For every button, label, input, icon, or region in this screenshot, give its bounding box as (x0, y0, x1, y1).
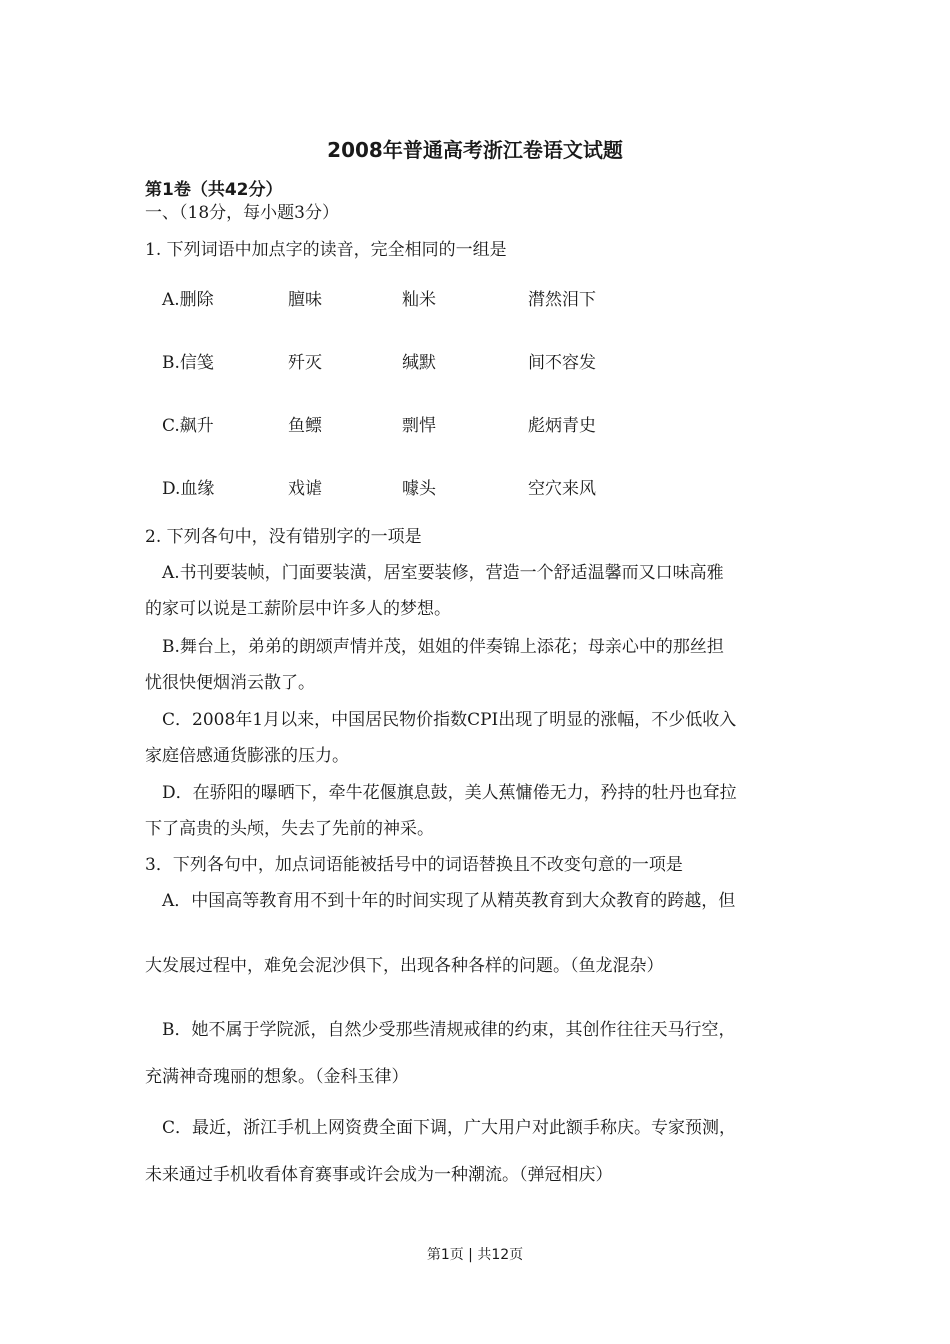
q1-option-b-4: 间不容发 (528, 353, 596, 373)
q1-option-a-2: 膻味 (288, 290, 322, 310)
q1-option-b-1: B.信笺 (162, 353, 214, 373)
page-footer: 第1页 | 共12页 (426, 1247, 524, 1263)
q3-option-b-line-1: B．她不属于学院派，自然少受那些清规戒律的约束，其创作往往天马行空， (162, 1020, 736, 1040)
q2-option-c-line-2: 家庭倍感通货膨涨的压力。 (145, 746, 349, 766)
q1-option-c-3: 剽悍 (402, 416, 436, 436)
q2-option-b-line-1: B.舞台上，弟弟的朗颂声情并茂，姐姐的伴奏锦上添花；母亲心中的那丝担 (162, 637, 724, 657)
document-title: 2008年普通高考浙江卷语文试题 (327, 138, 623, 162)
question-2-stem: 2. 下列各句中，没有错别字的一项是 (145, 527, 422, 547)
q1-option-c-4: 彪炳青史 (528, 416, 596, 436)
question-3-stem: 3．下列各句中，加点词语能被括号中的词语替换且不改变句意的一项是 (145, 855, 683, 875)
q3-option-c-line-2: 未来通过手机收看体育赛事或许会成为一种潮流。（弹冠相庆） (145, 1165, 613, 1185)
q2-option-a-line-2: 的家可以说是工薪阶层中许多人的梦想。 (145, 599, 451, 619)
q2-option-c-line-1: C．2008年1月以来，中国居民物价指数CPI出现了明显的涨幅，不少低收入 (162, 710, 737, 730)
q1-option-c-2: 鱼鳔 (288, 416, 322, 436)
q3-option-c-line-1: C．最近，浙江手机上网资费全面下调，广大用户对此额手称庆。专家预测， (162, 1118, 737, 1138)
q1-option-d-2: 戏谑 (288, 479, 322, 499)
q2-option-b-line-2: 忧很快便烟消云散了。 (145, 673, 315, 693)
section-heading: 第1卷（共42分） (145, 180, 283, 200)
q2-option-a-line-1: A.书刊要装帧，门面要装潢，居室要装修，营造一个舒适温馨而又口味高雅 (162, 563, 724, 583)
q3-option-b-line-2: 充满神奇瑰丽的想象。（金科玉律） (145, 1067, 409, 1087)
question-1-stem: 1. 下列词语中加点字的读音，完全相同的一组是 (145, 240, 507, 260)
q1-option-b-3: 缄默 (402, 353, 436, 373)
q1-option-d-1: D.血缘 (162, 479, 215, 499)
q1-option-b-2: 歼灭 (288, 353, 322, 373)
q3-option-a-line-2: 大发展过程中，难免会泥沙俱下，出现各种各样的问题。（鱼龙混杂） (145, 956, 664, 976)
q2-option-d-line-2: 下了高贵的头颅，失去了先前的神采。 (145, 819, 434, 839)
q1-option-d-3: 噱头 (402, 479, 436, 499)
q1-option-d-4: 空穴来风 (528, 479, 596, 499)
q1-option-a-3: 籼米 (402, 290, 436, 310)
q1-option-a-4: 潸然泪下 (528, 290, 596, 310)
part-heading: 一、（18分，每小题3分） (145, 203, 339, 223)
q1-option-a-1: A.删除 (162, 290, 214, 310)
q1-option-c-1: C.飙升 (162, 416, 214, 436)
q2-option-d-line-1: D．在骄阳的曝晒下，牵牛花偃旗息鼓，美人蕉慵倦无力，矜持的牡丹也耷拉 (162, 783, 737, 803)
q3-option-a-line-1: A．中国高等教育用不到十年的时间实现了从精英教育到大众教育的跨越，但 (162, 891, 736, 911)
